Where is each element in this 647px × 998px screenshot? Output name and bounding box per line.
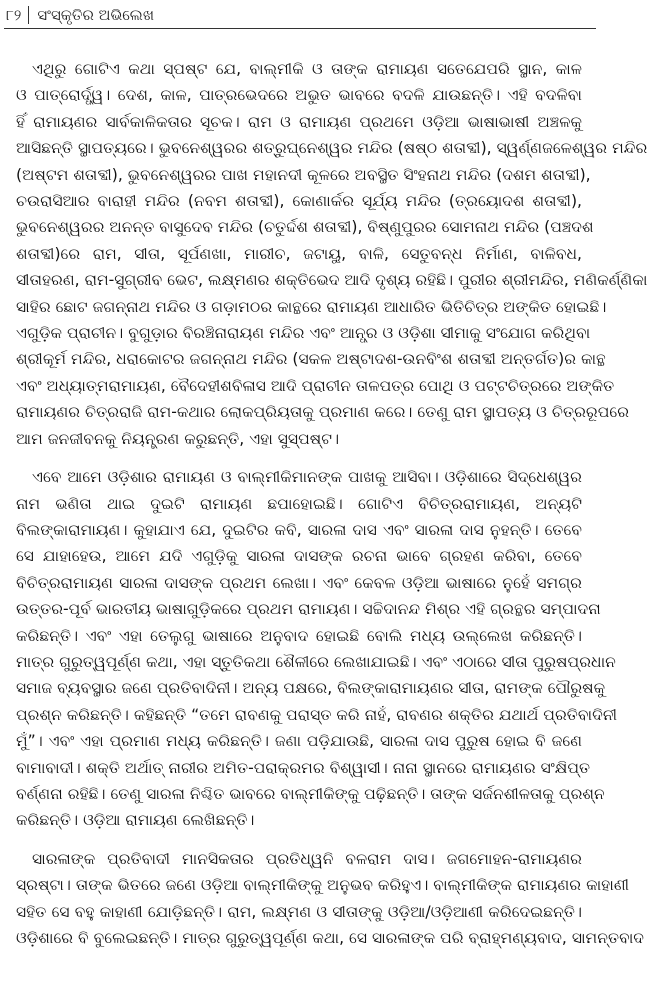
text-line: ସମାଜ ବ୍ୟବସ୍ଥାର ଜଣେ ପ୍ରତିବାଦିନୀ। ଅନ୍ୟ ପକ୍ଷରେ, ବିଲଙ୍କାରାମାୟଣର ସୀତା, ରାମଙ୍କ ପୌରୁଷକୁ bbox=[16, 679, 606, 698]
text-line: ଶ୍ରୀକୂର୍ମ ମନ୍ଦିର, ଧରାକୋଟର ଜଗନ୍ନାଥ ମନ୍ଦିର (ସକଳ ଅଷ୍ଟାଦଶ-ଉନବିଂଶ ଶତାବ୍ଦୀ ଅନ୍ତର୍ଗତ)ର କାନ୍ଥ bbox=[16, 350, 606, 369]
text-line: କରିଛନ୍ତି। ଏବଂ ଏହା ତେଲୁଗୁ ଭାଷାରେ ଅନୁବାଦ ହୋଇଛି ବୋଲି ମଧ୍ୟ ଉଲ୍ଲେଖ କରିଛନ୍ତି। bbox=[16, 626, 582, 645]
text-line: ସାହିର ଛୋଟ ଜଗନ୍ନାଥ ମନ୍ଦିର ଓ ଗଡ଼ାମଠର କାନ୍ଥରେ ରାମାୟଣ ଆଧାରିତ ଭିତିଚିତ୍ର ଅଙ୍କିତ ହୋଇଛି। bbox=[16, 297, 607, 316]
text-line: ସୀତାହରଣ, ରାମ-ସୁଗ୍ରୀବ ଭେଟ, ଲକ୍ଷ୍ମଣର ଶକ୍ତିଭେଦ ଆଦି ଦୃଶ୍ୟ ରହିଛି। ପୁରୀର ଶ୍ରୀମନ୍ଦିର, ମଣିକର୍ଣ୍ଣିକା bbox=[16, 271, 647, 290]
paragraph bbox=[16, 846, 644, 952]
page-header bbox=[6, 2, 596, 28]
text-line: ଏଗୁଡ଼ିକ ପ୍ରାଚୀନ। ବୁଗୁଡ଼ାର ବିରଞ୍ଚିନାରାୟଣ ମନ୍ଦିର ଏବଂ ଆନ୍ଧ୍ର ଓ ଓଡ଼ିଶା ସୀମାକୁ ସଂଯୋଗ କରିଥିବା bbox=[16, 324, 591, 343]
text-line: ଭୁବନେଶ୍ୱରର ଅନନ୍ତ ବାସୁଦେବ ମନ୍ଦିର (ଚତୁର୍ଦ୍ଦଶ ଶତାବ୍ଦୀ), ବିଷ୍ଣୁପୁରର ସୋମନାଥ ମନ୍ଦିର (ପଞ୍ଚଦଶ bbox=[16, 218, 594, 237]
text-line: ବାମାବାଦୀ। ଶକ୍ତି ଅର୍ଥାତ୍ ନାରୀର ଅମିତ-ପରାକ୍ରମର ବିଶ୍ୱାସୀ। ନାନା ସ୍ଥାନରେ ରାମାୟଣର ସଂକ୍ଷିପ୍ତ bbox=[16, 758, 591, 777]
text-line: ସାରଳାଙ୍କ ପ୍ରତିବାଦୀ ମାନସିକତାର ପ୍ରତିଧ୍ୱନି ବଳରାମ ଦାସ। ଜଗମୋହନ-ରାମାୟଣର bbox=[32, 849, 582, 868]
header-rule bbox=[4, 28, 596, 29]
text-line: ଏବେ ଆମେ ଓଡ଼ିଶାର ରାମାୟଣ ଓ ବାଲ୍ମୀକିମାନଙ୍କ ପାଖକୁ ଆସିବା। ଓଡ଼ିଶାରେ ସିଦ୍ଧେଶ୍ୱର bbox=[32, 468, 582, 487]
text-line: ବିଚିତ୍ରରାମାୟଣ ସାରଳା ଦାସଙ୍କ ପ୍ରଥମ ଲେଖା। ଏବଂ କେବଳ ଓଡ଼ିଆ ଭାଷାରେ ନୁହେଁ ସମଗ୍ର bbox=[16, 573, 582, 592]
running-title: ସଂସ୍କୃତିର ଅଭିଲେଖ bbox=[37, 6, 155, 24]
text-line: ସ୍ରଷ୍ଟା। ତାଙ୍କ ଭିତରେ ଜଣେ ଓଡ଼ିଆ ବାଲ୍ମୀକିଙ୍କୁ ଅନୁଭବ କରିହୁଏ। ବାଲ୍ମୀକିଙ୍କ ରାମାୟଣର କାହାଣୀ bbox=[16, 876, 630, 895]
body-text bbox=[16, 56, 647, 951]
text-line: ଚଉରାସିଆର ବାରାହୀ ମନ୍ଦିର (ନବମ ଶତାବ୍ଦୀ), କୋଣାର୍କର ସୂର୍ଯ୍ୟ ମନ୍ଦିର (ତ୍ରୟୋଦଶ ଶତାବ୍ଦୀ), bbox=[16, 192, 582, 211]
text-line: ସେ ଯାହାହେଉ, ଆମେ ଯଦି ଏଗୁଡ଼ିକୁ ସାରଳା ଦାସଙ୍କ ରଚନା ଭାବେ ଗ୍ରହଣ କରିବା, ତେବେ bbox=[16, 547, 582, 566]
text-line: ମାତ୍ର ଗୁରୁତ୍ୱପୂର୍ଣ୍ଣ କଥା, ଏହା ସ୍ତୁତିକଥା ଶୈଳୀରେ ଲେଖାଯାଇଛି। ଏବଂ ଏଠାରେ ସୀତା ପୁରୁଷପ୍ରଧାନ bbox=[16, 652, 616, 671]
text-line: ଏଥିରୁ ଗୋଟିଏ କଥା ସ୍ପଷ୍ଟ ଯେ, ବାଲ୍ମୀକି ଓ ତାଙ୍କ ରାମାୟଣ ସତେଯେପରି ସ୍ଥାନ, କାଳ bbox=[32, 60, 582, 78]
header-divider bbox=[28, 6, 29, 24]
text-line: ନାମ ଭଣିତା ଥାଇ ଦୁଇଟି ରାମାୟଣ ଛପାହୋଇଛି। ଗୋଟିଏ ବିଚିତ୍ରରାମାୟଣ, ଅନ୍ୟଟି bbox=[16, 494, 582, 513]
text-line: ବର୍ଣ୍ଣନା ରହିଛି। ତେଣୁ ସାରଳା ନିଶ୍ଚିତ ଭାବରେ ବାଲ୍ମୀକିଙ୍କୁ ପଢ଼ିଛନ୍ତି। ତାଙ୍କ ସର୍ଜନଶୀଳତାକୁ ପ୍ରଶ୍ନ bbox=[16, 784, 605, 803]
text-line: ଆମ ଜନଜୀବନକୁ ନିୟନ୍ତ୍ରଣ କରୁଛନ୍ତି, ଏହା ସୁସ୍ପଷ୍ଟ। bbox=[16, 429, 340, 448]
text-line: ଆସିଛନ୍ତି ସ୍ଥାପତ୍ୟରେ। ଭୁବନେଶ୍ୱରର ଶତ୍ରୁଘ୍ନେଶ୍ୱର ମନ୍ଦିର (ଷଷ୍ଠ ଶତାବ୍ଦୀ), ସ୍ୱର୍ଣ୍ଣଜଳେଶ୍ୱର ମନ୍ଦିର bbox=[16, 139, 647, 158]
text-line: ଓ ପାତ୍ରୋର୍ଦ୍ଧ୍ୱ। ଦେଶ, କାଳ, ପାତ୍ରଭେଦରେ ଅଭୁତ ଭାବରେ ବଦଳି ଯାଉଛନ୍ତି। ଏହି ବଦଳିବା bbox=[16, 86, 582, 105]
paragraph bbox=[16, 464, 617, 834]
text-line: କରିଛନ୍ତି। ଓଡ଼ିଆ ରାମାୟଣ ଲେଖିଛନ୍ତି। bbox=[16, 811, 255, 830]
text-line: ପ୍ରଶ୍ନ କରିଛନ୍ତି। କହିଛନ୍ତି “ତମେ ରାବଣକୁ ପରାସ୍ତ କରି ନାହଁ, ରାବଣର ଶକ୍ତିର ଯଥାର୍ଥ ପ୍ରତିବାଦିନୀ bbox=[16, 705, 617, 724]
text-line: ଶତାବ୍ଦୀ)ରେ ରାମ, ସୀତା, ସୂର୍ପଣଖା, ମାରୀଚ, ଜଟାୟୁ, ବାଳି, ସେତୁବନ୍ଧ ନିର୍ମାଣ, ବାଳିବଧ, bbox=[16, 244, 582, 263]
paragraph bbox=[16, 56, 647, 452]
text-line: ଓଡ଼ିଶାରେ ବି ବୁଲେଇଛନ୍ତି। ମାତ୍ର ଗୁରୁତ୍ୱପୂର୍ଣ୍ଣ କଥା, ସେ ସାରଳାଙ୍କ ପରି ବ୍ରାହ୍ମଣ୍ୟବାଦ, ସାମନ୍ତବାଦ bbox=[16, 929, 644, 947]
text-line: ସହିତ ସେ ବହୁ କାହାଣୀ ଯୋଡ଼ିଛନ୍ତି। ରାମ, ଲକ୍ଷ୍ମଣ ଓ ସୀତାଙ୍କୁ ଓଡ଼ିଆ/ଓଡ଼ିଆଣୀ କରିଦେଇଛନ୍ତି। bbox=[16, 902, 582, 921]
text-line: (ଅଷ୍ଟମ ଶତାବ୍ଦୀ), ଭୁବନେଶ୍ୱରର ପାଖ ମହାନଦୀ କୂଳରେ ଅବସ୍ଥିତ ସିଂହନାଥ ମନ୍ଦିର (ଦଶମ ଶତାବ୍ଦୀ), bbox=[16, 165, 591, 184]
text-line: ବିଲଙ୍କାରାମାୟଣ। କୁହାଯାଏ ଯେ, ଦୁଇଟିର କବି, ସାରଳା ଦାସ ଏବଂ ସାରଳା ଦାସ ନୁହନ୍ତି। ତେବେ bbox=[16, 520, 582, 539]
text-line: ରାମାୟଣର ଚିତ୍ରରାଜି ରାମ-କଥାର ଲୋକପ୍ରିୟତାକୁ ପ୍ରମାଣ କରେ। ତେଣୁ ରାମ ସ୍ଥାପତ୍ୟ ଓ ଚିତ୍ରରୂପରେ bbox=[16, 403, 630, 422]
text-line: ଏବଂ ଅଧ୍ୟାତ୍ମରାମାୟଣ, ବୈଦେହୀଶବିଳାସ ଆଦି ପ୍ରାଚୀନ ତାଳପତ୍ର ପୋଥି ଓ ପଟ୍ଟଚିତ୍ରରେ ଅଙ୍କିତ bbox=[16, 376, 615, 395]
text-line: ଉତ୍ତର-ପୂର୍ବ ଭାରତୀୟ ଭାଷାଗୁଡ଼ିକରେ ପ୍ରଥମ ରାମାୟଣ। ସଚ୍ଚିଦାନନ୍ଦ ମିଶ୍ର ଏହି ଗ୍ରନ୍ଥର ସମ୍ପାଦନା bbox=[16, 600, 601, 619]
page-number: ୮୨ bbox=[6, 6, 22, 24]
text-line: ମୁଁ”। ଏବଂ ଏହା ପ୍ରମାଣ ମଧ୍ୟ କରିଛନ୍ତି। ଜଣା ପଡ଼ିଯାଉଛି, ସାରଳା ଦାସ ପୁରୁଷ ହୋଇ ବି ଜଣେ bbox=[16, 732, 582, 751]
text-line: ହିଁ ରାମାୟଣର ସାର୍ବକାଳିକତାର ସୂଚକ। ରାମ ଓ ରାମାୟଣ ପ୍ରଥମେ ଓଡ଼ିଆ ଭାଷାଭାଷୀ ଅଞ୍ଚଳକୁ bbox=[16, 112, 582, 131]
